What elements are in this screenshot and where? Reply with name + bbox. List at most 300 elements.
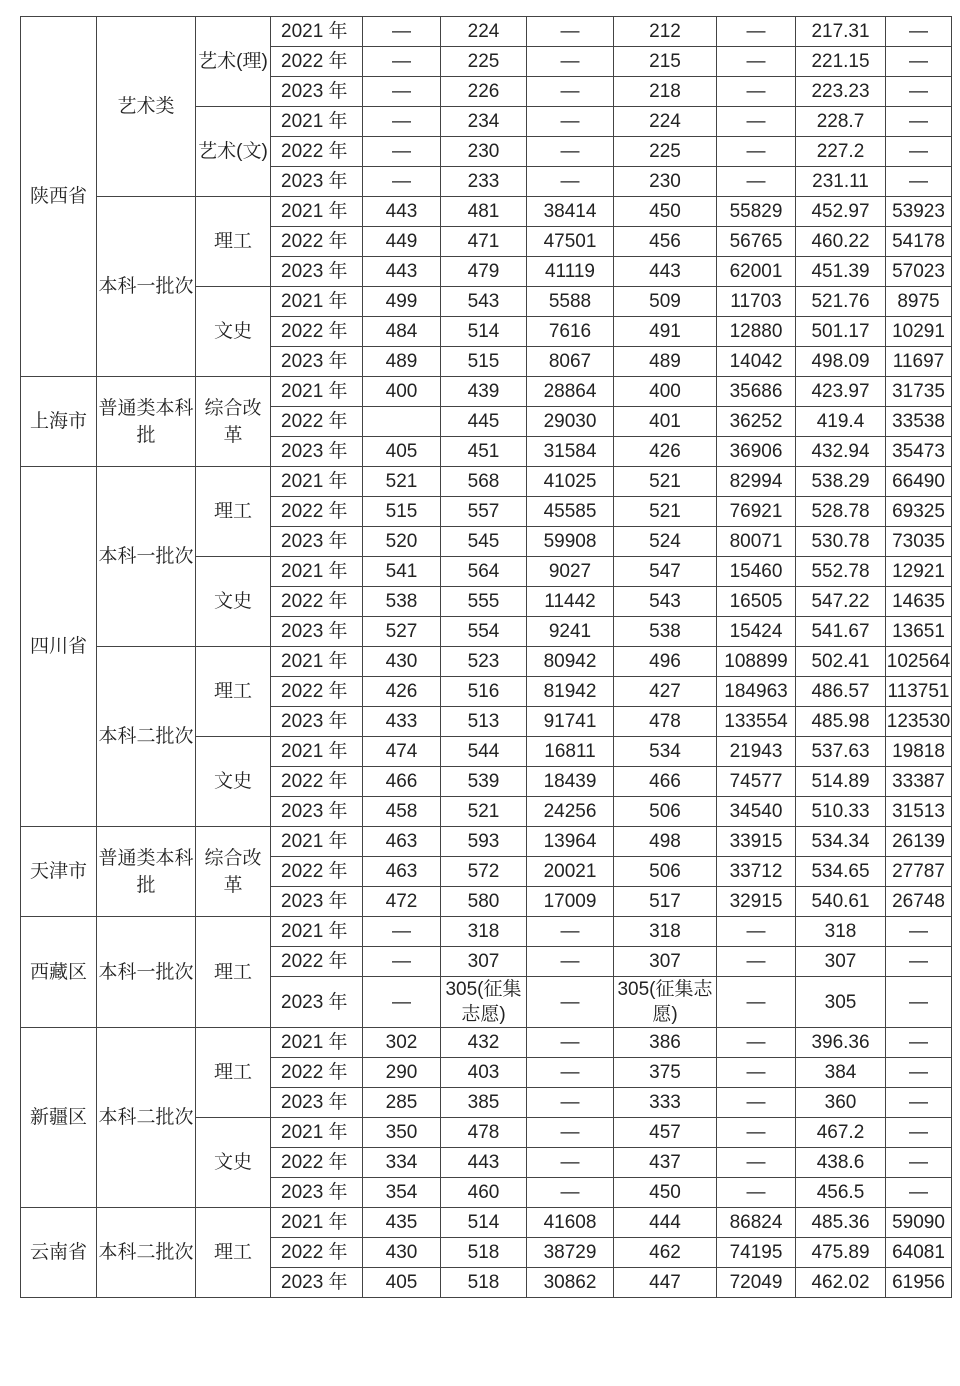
year-cell: 2023 年 [271,347,363,377]
avg-rank-cell: 54178 [886,227,952,257]
max-rank-cell: 29030 [527,407,614,437]
table-row [21,197,952,227]
year-cell: 2022 年 [271,407,363,437]
min-rank-pos-cell: 14042 [717,347,796,377]
min-rank-pos-cell: 133554 [717,707,796,737]
category-cell: 艺术(理) [196,17,271,107]
avg-rank-cell: 27787 [886,857,952,887]
avg-score-cell: 419.4 [796,407,886,437]
batch-cell: 艺术类 [97,17,196,197]
year-cell: 2023 年 [271,77,363,107]
year-cell: 2022 年 [271,767,363,797]
max-score-cell: 555 [441,587,527,617]
category-cell: 文史 [196,287,271,377]
min-score-cell: 538 [363,587,441,617]
min-rank-pos-cell: 86824 [717,1208,796,1238]
table-row [21,1208,952,1238]
max-rank-cell: 31584 [527,437,614,467]
table-row [21,377,952,407]
min-rank-cell: 212 [614,17,717,47]
max-rank-cell: 45585 [527,497,614,527]
max-rank-cell: — [527,917,614,947]
min-score-cell: 484 [363,317,441,347]
avg-rank-cell: 64081 [886,1238,952,1268]
max-score-cell: 521 [441,797,527,827]
max-score-cell: 568 [441,467,527,497]
min-rank-cell: 307 [614,947,717,977]
avg-score-cell: 396.36 [796,1028,886,1058]
min-score-cell: 430 [363,647,441,677]
min-rank-pos-cell: — [717,947,796,977]
max-rank-cell: — [527,77,614,107]
max-rank-cell: — [527,1058,614,1088]
category-cell: 艺术(文) [196,107,271,197]
year-cell: 2021 年 [271,557,363,587]
batch-cell: 本科一批次 [97,917,196,1028]
max-score-cell: 445 [441,407,527,437]
min-score-cell: — [363,917,441,947]
min-rank-pos-cell: 74195 [717,1238,796,1268]
year-cell: 2021 年 [271,467,363,497]
avg-score-cell: 498.09 [796,347,886,377]
min-rank-pos-cell: 76921 [717,497,796,527]
province-cell: 新疆区 [21,1028,97,1208]
min-score-cell: — [363,77,441,107]
max-score-cell: 234 [441,107,527,137]
avg-rank-cell: — [886,1028,952,1058]
avg-rank-cell: — [886,1148,952,1178]
max-score-cell: 318 [441,917,527,947]
avg-score-cell: 384 [796,1058,886,1088]
min-rank-pos-cell: — [717,137,796,167]
max-rank-cell: 18439 [527,767,614,797]
min-rank-pos-cell: — [717,917,796,947]
avg-rank-cell: 57023 [886,257,952,287]
max-score-cell: 307 [441,947,527,977]
min-score-cell: 449 [363,227,441,257]
max-score-cell: 226 [441,77,527,107]
min-rank-pos-cell: — [717,1118,796,1148]
min-rank-pos-cell: — [717,977,796,1028]
year-cell: 2021 年 [271,827,363,857]
min-score-cell: — [363,977,441,1028]
max-score-cell: 460 [441,1178,527,1208]
table-row [21,827,952,857]
category-cell: 文史 [196,1118,271,1208]
max-score-cell: 514 [441,317,527,347]
batch-cell: 本科二批次 [97,1208,196,1298]
min-rank-pos-cell: 16505 [717,587,796,617]
category-cell: 理工 [196,197,271,287]
min-rank-cell: 333 [614,1088,717,1118]
avg-rank-cell: — [886,47,952,77]
min-rank-pos-cell: 62001 [717,257,796,287]
year-cell: 2021 年 [271,197,363,227]
year-cell: 2021 年 [271,1208,363,1238]
min-rank-pos-cell: 56765 [717,227,796,257]
min-score-cell: — [363,17,441,47]
max-score-cell: 515 [441,347,527,377]
max-score-cell: 545 [441,527,527,557]
max-rank-cell: 81942 [527,677,614,707]
min-score-cell: 430 [363,1238,441,1268]
min-score-cell [363,407,441,437]
min-rank-cell: 509 [614,287,717,317]
year-cell: 2022 年 [271,1148,363,1178]
min-score-cell: 521 [363,467,441,497]
avg-rank-cell: 12921 [886,557,952,587]
max-rank-cell: — [527,47,614,77]
avg-rank-cell: 33538 [886,407,952,437]
batch-cell: 本科二批次 [97,1028,196,1208]
max-score-cell: 478 [441,1118,527,1148]
min-rank-cell: 496 [614,647,717,677]
max-score-cell: 451 [441,437,527,467]
category-cell: 文史 [196,557,271,647]
avg-rank-cell: 113751 [886,677,952,707]
min-score-cell: 489 [363,347,441,377]
min-rank-cell: 427 [614,677,717,707]
max-rank-cell: 47501 [527,227,614,257]
min-score-cell: 474 [363,737,441,767]
min-score-cell: 354 [363,1178,441,1208]
min-rank-cell: 447 [614,1268,717,1298]
min-score-cell: 463 [363,827,441,857]
batch-cell: 普通类本科批 [97,827,196,917]
max-score-cell: 385 [441,1088,527,1118]
avg-score-cell: 514.89 [796,767,886,797]
min-score-cell: 302 [363,1028,441,1058]
year-cell: 2021 年 [271,647,363,677]
avg-rank-cell: — [886,17,952,47]
min-rank-pos-cell: 33915 [717,827,796,857]
max-score-cell: 432 [441,1028,527,1058]
max-rank-cell: 9027 [527,557,614,587]
table-row [21,647,952,677]
min-rank-cell: 215 [614,47,717,77]
avg-rank-cell: 31735 [886,377,952,407]
min-rank-cell: 543 [614,587,717,617]
avg-rank-cell: 8975 [886,287,952,317]
avg-rank-cell: 26748 [886,887,952,917]
min-score-cell: 433 [363,707,441,737]
max-rank-cell: — [527,1178,614,1208]
avg-score-cell: 307 [796,947,886,977]
avg-rank-cell: 31513 [886,797,952,827]
min-rank-pos-cell: — [717,1178,796,1208]
avg-score-cell: 460.22 [796,227,886,257]
min-rank-cell: 466 [614,767,717,797]
min-score-cell: — [363,947,441,977]
province-cell: 西藏区 [21,917,97,1028]
min-rank-pos-cell: 55829 [717,197,796,227]
year-cell: 2023 年 [271,1088,363,1118]
min-score-cell: 405 [363,1268,441,1298]
avg-score-cell: 221.15 [796,47,886,77]
avg-score-cell: 462.02 [796,1268,886,1298]
min-rank-pos-cell: 36906 [717,437,796,467]
min-rank-cell: 506 [614,857,717,887]
province-cell: 上海市 [21,377,97,467]
avg-score-cell: 475.89 [796,1238,886,1268]
avg-rank-cell: 14635 [886,587,952,617]
max-rank-cell: 41025 [527,467,614,497]
avg-score-cell: 552.78 [796,557,886,587]
avg-rank-cell: 59090 [886,1208,952,1238]
min-score-cell: 458 [363,797,441,827]
avg-rank-cell: — [886,1178,952,1208]
max-rank-cell: 41608 [527,1208,614,1238]
avg-score-cell: 501.17 [796,317,886,347]
avg-rank-cell: — [886,107,952,137]
max-rank-cell: 59908 [527,527,614,557]
min-score-cell: 443 [363,257,441,287]
max-score-cell: 554 [441,617,527,647]
max-score-cell: 557 [441,497,527,527]
max-rank-cell: 8067 [527,347,614,377]
table-body [21,17,952,1298]
min-rank-pos-cell: 15424 [717,617,796,647]
min-rank-pos-cell: — [717,1148,796,1178]
min-score-cell: 350 [363,1118,441,1148]
max-rank-cell: — [527,17,614,47]
year-cell: 2022 年 [271,857,363,887]
year-cell: 2023 年 [271,617,363,647]
year-cell: 2023 年 [271,797,363,827]
table-row [21,1028,952,1058]
min-rank-cell: 506 [614,797,717,827]
min-rank-cell: 437 [614,1148,717,1178]
min-rank-pos-cell: 108899 [717,647,796,677]
min-score-cell: 520 [363,527,441,557]
avg-score-cell: 510.33 [796,797,886,827]
min-score-cell: 443 [363,197,441,227]
year-cell: 2023 年 [271,977,363,1028]
min-rank-pos-cell: 11703 [717,287,796,317]
year-cell: 2022 年 [271,497,363,527]
max-score-cell: 518 [441,1268,527,1298]
province-cell: 天津市 [21,827,97,917]
max-score-cell: 479 [441,257,527,287]
min-rank-pos-cell: 34540 [717,797,796,827]
year-cell: 2022 年 [271,1058,363,1088]
min-score-cell: 290 [363,1058,441,1088]
year-cell: 2022 年 [271,587,363,617]
min-rank-pos-cell: 12880 [717,317,796,347]
table-row [21,467,952,497]
batch-cell: 普通类本科批 [97,377,196,467]
year-cell: 2021 年 [271,1118,363,1148]
avg-rank-cell: — [886,977,952,1028]
min-rank-pos-cell: — [717,107,796,137]
max-rank-cell: 9241 [527,617,614,647]
year-cell: 2021 年 [271,107,363,137]
avg-rank-cell: 35473 [886,437,952,467]
avg-rank-cell: 123530 [886,707,952,737]
min-rank-cell: 491 [614,317,717,347]
max-rank-cell: 30862 [527,1268,614,1298]
min-rank-pos-cell: 35686 [717,377,796,407]
avg-rank-cell: 19818 [886,737,952,767]
year-cell: 2022 年 [271,677,363,707]
avg-score-cell: 537.63 [796,737,886,767]
year-cell: 2023 年 [271,527,363,557]
max-rank-cell: — [527,1118,614,1148]
max-rank-cell: 28864 [527,377,614,407]
avg-rank-cell: — [886,77,952,107]
avg-rank-cell: 13651 [886,617,952,647]
max-rank-cell: — [527,947,614,977]
min-rank-cell: 400 [614,377,717,407]
avg-score-cell: 534.34 [796,827,886,857]
table-row [21,17,952,47]
min-rank-cell: 426 [614,437,717,467]
table-row [21,917,952,947]
avg-rank-cell: 10291 [886,317,952,347]
max-rank-cell: — [527,977,614,1028]
min-rank-pos-cell: 82994 [717,467,796,497]
min-rank-pos-cell: — [717,1028,796,1058]
year-cell: 2023 年 [271,437,363,467]
batch-cell: 本科一批次 [97,467,196,647]
admission-scores-table [20,16,952,1298]
min-score-cell: 285 [363,1088,441,1118]
year-cell: 2021 年 [271,737,363,767]
category-cell: 综合改革 [196,827,271,917]
avg-rank-cell: 102564 [886,647,952,677]
max-rank-cell: — [527,107,614,137]
category-cell: 文史 [196,737,271,827]
min-rank-cell: 224 [614,107,717,137]
category-cell: 理工 [196,467,271,557]
min-rank-cell: 450 [614,197,717,227]
year-cell: 2022 年 [271,947,363,977]
year-cell: 2021 年 [271,17,363,47]
max-score-cell: 523 [441,647,527,677]
province-cell: 陕西省 [21,17,97,377]
min-rank-cell: 305(征集志愿) [614,977,717,1028]
max-rank-cell: 13964 [527,827,614,857]
avg-score-cell: 485.36 [796,1208,886,1238]
max-rank-cell: 91741 [527,707,614,737]
year-cell: 2021 年 [271,377,363,407]
year-cell: 2023 年 [271,887,363,917]
avg-score-cell: 502.41 [796,647,886,677]
min-rank-cell: 521 [614,497,717,527]
max-rank-cell: 24256 [527,797,614,827]
avg-score-cell: 530.78 [796,527,886,557]
min-score-cell: 463 [363,857,441,887]
year-cell: 2023 年 [271,1268,363,1298]
avg-score-cell: 452.97 [796,197,886,227]
max-score-cell: 439 [441,377,527,407]
avg-rank-cell: — [886,1058,952,1088]
avg-score-cell: 547.22 [796,587,886,617]
avg-rank-cell: — [886,167,952,197]
max-rank-cell: 38729 [527,1238,614,1268]
avg-score-cell: 305 [796,977,886,1028]
avg-score-cell: 423.97 [796,377,886,407]
avg-score-cell: 438.6 [796,1148,886,1178]
avg-score-cell: 360 [796,1088,886,1118]
max-score-cell: 233 [441,167,527,197]
max-rank-cell: 16811 [527,737,614,767]
max-rank-cell: 5588 [527,287,614,317]
min-score-cell: 426 [363,677,441,707]
batch-cell: 本科二批次 [97,647,196,827]
year-cell: 2021 年 [271,1028,363,1058]
min-rank-pos-cell: 74577 [717,767,796,797]
min-rank-cell: 457 [614,1118,717,1148]
min-score-cell: — [363,137,441,167]
max-score-cell: 224 [441,17,527,47]
max-rank-cell: 38414 [527,197,614,227]
min-rank-cell: 517 [614,887,717,917]
avg-rank-cell: 26139 [886,827,952,857]
avg-score-cell: 456.5 [796,1178,886,1208]
min-rank-pos-cell: 32915 [717,887,796,917]
avg-rank-cell: — [886,947,952,977]
avg-rank-cell: 66490 [886,467,952,497]
max-score-cell: 518 [441,1238,527,1268]
min-rank-cell: 489 [614,347,717,377]
max-score-cell: 516 [441,677,527,707]
min-rank-pos-cell: 36252 [717,407,796,437]
min-score-cell: — [363,167,441,197]
max-rank-cell: 80942 [527,647,614,677]
category-cell: 理工 [196,647,271,737]
year-cell: 2023 年 [271,1178,363,1208]
min-score-cell: 499 [363,287,441,317]
max-rank-cell: 11442 [527,587,614,617]
avg-score-cell: 538.29 [796,467,886,497]
province-cell: 云南省 [21,1208,97,1298]
min-rank-pos-cell: 15460 [717,557,796,587]
min-score-cell: 541 [363,557,441,587]
year-cell: 2023 年 [271,257,363,287]
min-rank-pos-cell: — [717,47,796,77]
max-score-cell: 481 [441,197,527,227]
min-score-cell: 400 [363,377,441,407]
max-score-cell: 403 [441,1058,527,1088]
min-rank-cell: 318 [614,917,717,947]
max-score-cell: 564 [441,557,527,587]
min-rank-cell: 547 [614,557,717,587]
max-score-cell: 539 [441,767,527,797]
avg-rank-cell: 11697 [886,347,952,377]
min-rank-cell: 462 [614,1238,717,1268]
year-cell: 2022 年 [271,47,363,77]
avg-score-cell: 451.39 [796,257,886,287]
year-cell: 2022 年 [271,137,363,167]
max-score-cell: 593 [441,827,527,857]
min-score-cell: — [363,107,441,137]
min-rank-pos-cell: — [717,167,796,197]
category-cell: 理工 [196,917,271,1028]
avg-score-cell: 534.65 [796,857,886,887]
year-cell: 2023 年 [271,167,363,197]
year-cell: 2023 年 [271,707,363,737]
min-rank-pos-cell: 80071 [717,527,796,557]
min-rank-pos-cell: 72049 [717,1268,796,1298]
avg-score-cell: 540.61 [796,887,886,917]
year-cell: 2021 年 [271,917,363,947]
max-rank-cell: 17009 [527,887,614,917]
max-score-cell: 572 [441,857,527,887]
avg-score-cell: 223.23 [796,77,886,107]
max-score-cell: 471 [441,227,527,257]
avg-score-cell: 318 [796,917,886,947]
